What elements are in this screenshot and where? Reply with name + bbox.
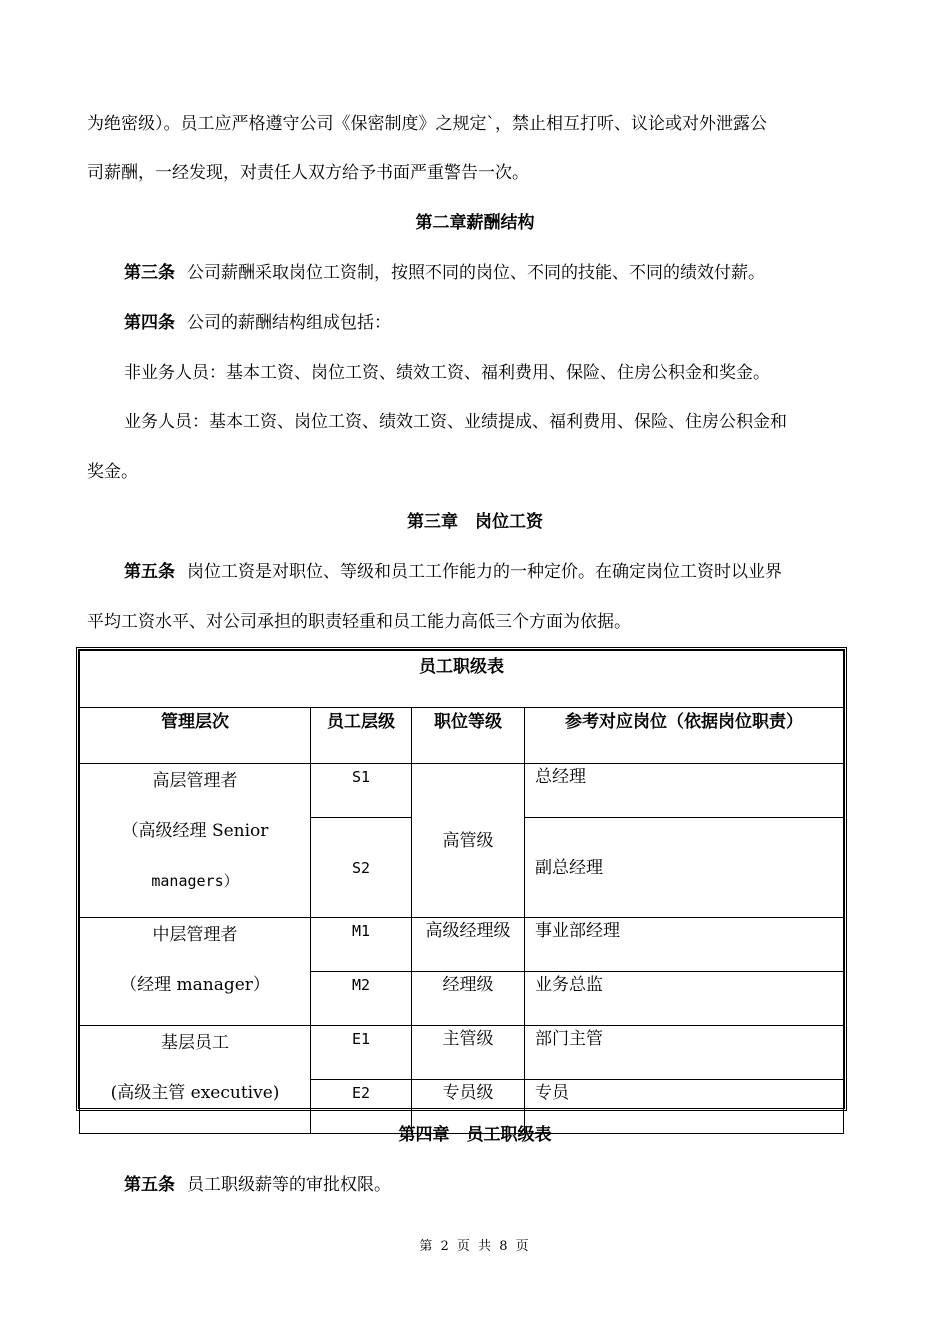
table-cell-grade-specialist: 专员级 [412,1080,525,1134]
base-level-line1: 基层员工 [161,1033,229,1053]
table-cell-code-e1: E1 [311,1026,412,1080]
table-cell-grade-executive: 高管级 [412,764,525,918]
table-cell-grade-supervisor: 主管级 [412,1026,525,1080]
header-management-level: 管理层次 [80,708,311,764]
article-5b-label: 第五条 [124,1175,175,1195]
table-cell-code-e2: E2 [311,1080,412,1134]
header-employee-level: 员工层级 [311,708,412,764]
table-cell-post-gm: 总经理 [525,764,844,818]
middle-level-line1: 中层管理者 [152,925,238,945]
article-3-label: 第三条 [124,263,175,283]
table-cell-post-deputy-gm: 副总经理 [525,818,844,918]
senior-level-line3: managers） [151,872,239,890]
non-business-staff-text: 非业务人员：基本工资、岗位工资、绩效工资、福利费用、保险、住房公积金和奖金。 [124,363,770,383]
table-cell-code-s1: S1 [311,764,412,818]
table-title: 员工职级表 [80,651,844,708]
page-footer: 第 2 页 共 8 页 [419,1239,531,1254]
senior-management-cell [80,764,311,918]
base-level-line2: (高级主管 executive) [110,1083,280,1103]
senior-level-line2: （高级经理 Senior [121,821,269,841]
grade-table [76,647,847,1111]
table-cell-post-business-director: 业务总监 [525,972,844,1026]
paragraph-confidential-line2: 司薪酬，一经发现，对责任人双方给予书面严重警告一次。 [87,163,529,183]
article-4 [124,313,870,333]
table-cell-code-s2: S2 [311,818,412,918]
article-3 [124,263,870,283]
header-reference-post: 参考对应岗位（依据岗位职责） [525,708,844,764]
article-5-line2: 平均工资水平、对公司承担的职责轻重和员工能力高低三个方面为依据。 [87,612,631,632]
header-position-grade: 职位等级 [412,708,525,764]
article-5b-text: 员工职级薪等的审批权限。 [187,1175,391,1195]
table-cell-code-m2: M2 [311,972,412,1026]
business-staff-line2: 奖金。 [87,462,138,482]
middle-management-cell [80,918,311,1026]
table-cell-post-specialist: 专员 [525,1080,844,1134]
table-cell-grade-manager: 经理级 [412,972,525,1026]
table-cell-code-m1: M1 [311,918,412,972]
table-cell-grade-senior-manager: 高级经理级 [412,918,525,972]
article-3-text: 公司薪酬采取岗位工资制，按照不同的岗位、不同的技能、不同的绩效付薪。 [187,263,765,283]
chapter-4-heading: 第四章 员工职级表 [398,1125,552,1145]
article-5-text: 岗位工资是对职位、等级和员工工作能力的一种定价。在确定岗位工资时以业界 [187,562,782,582]
article-5b [124,1175,870,1195]
base-staff-cell [80,1026,311,1134]
paragraph-confidential-line1: 为绝密级）。员工应严格遵守公司《保密制度》之规定`，禁止相互打听、议论或对外泄露公 [87,114,767,134]
middle-level-line2: （经理 manager） [120,975,270,995]
business-staff-line1: 业务人员：基本工资、岗位工资、绩效工资、业绩提成、福利费用、保险、住房公积金和 [124,412,787,432]
article-4-label: 第四条 [124,313,175,333]
table-cell-post-division-manager: 事业部经理 [525,918,844,972]
article-4-text: 公司的薪酬结构组成包括： [187,313,391,333]
article-5-label: 第五条 [124,562,175,582]
chapter-2-heading: 第二章薪酬结构 [415,213,535,233]
senior-level-line1: 高层管理者 [152,771,238,791]
table-cell-post-dept-supervisor: 部门主管 [525,1026,844,1080]
chapter-3-heading: 第三章 岗位工资 [407,512,543,532]
article-5 [124,562,870,582]
